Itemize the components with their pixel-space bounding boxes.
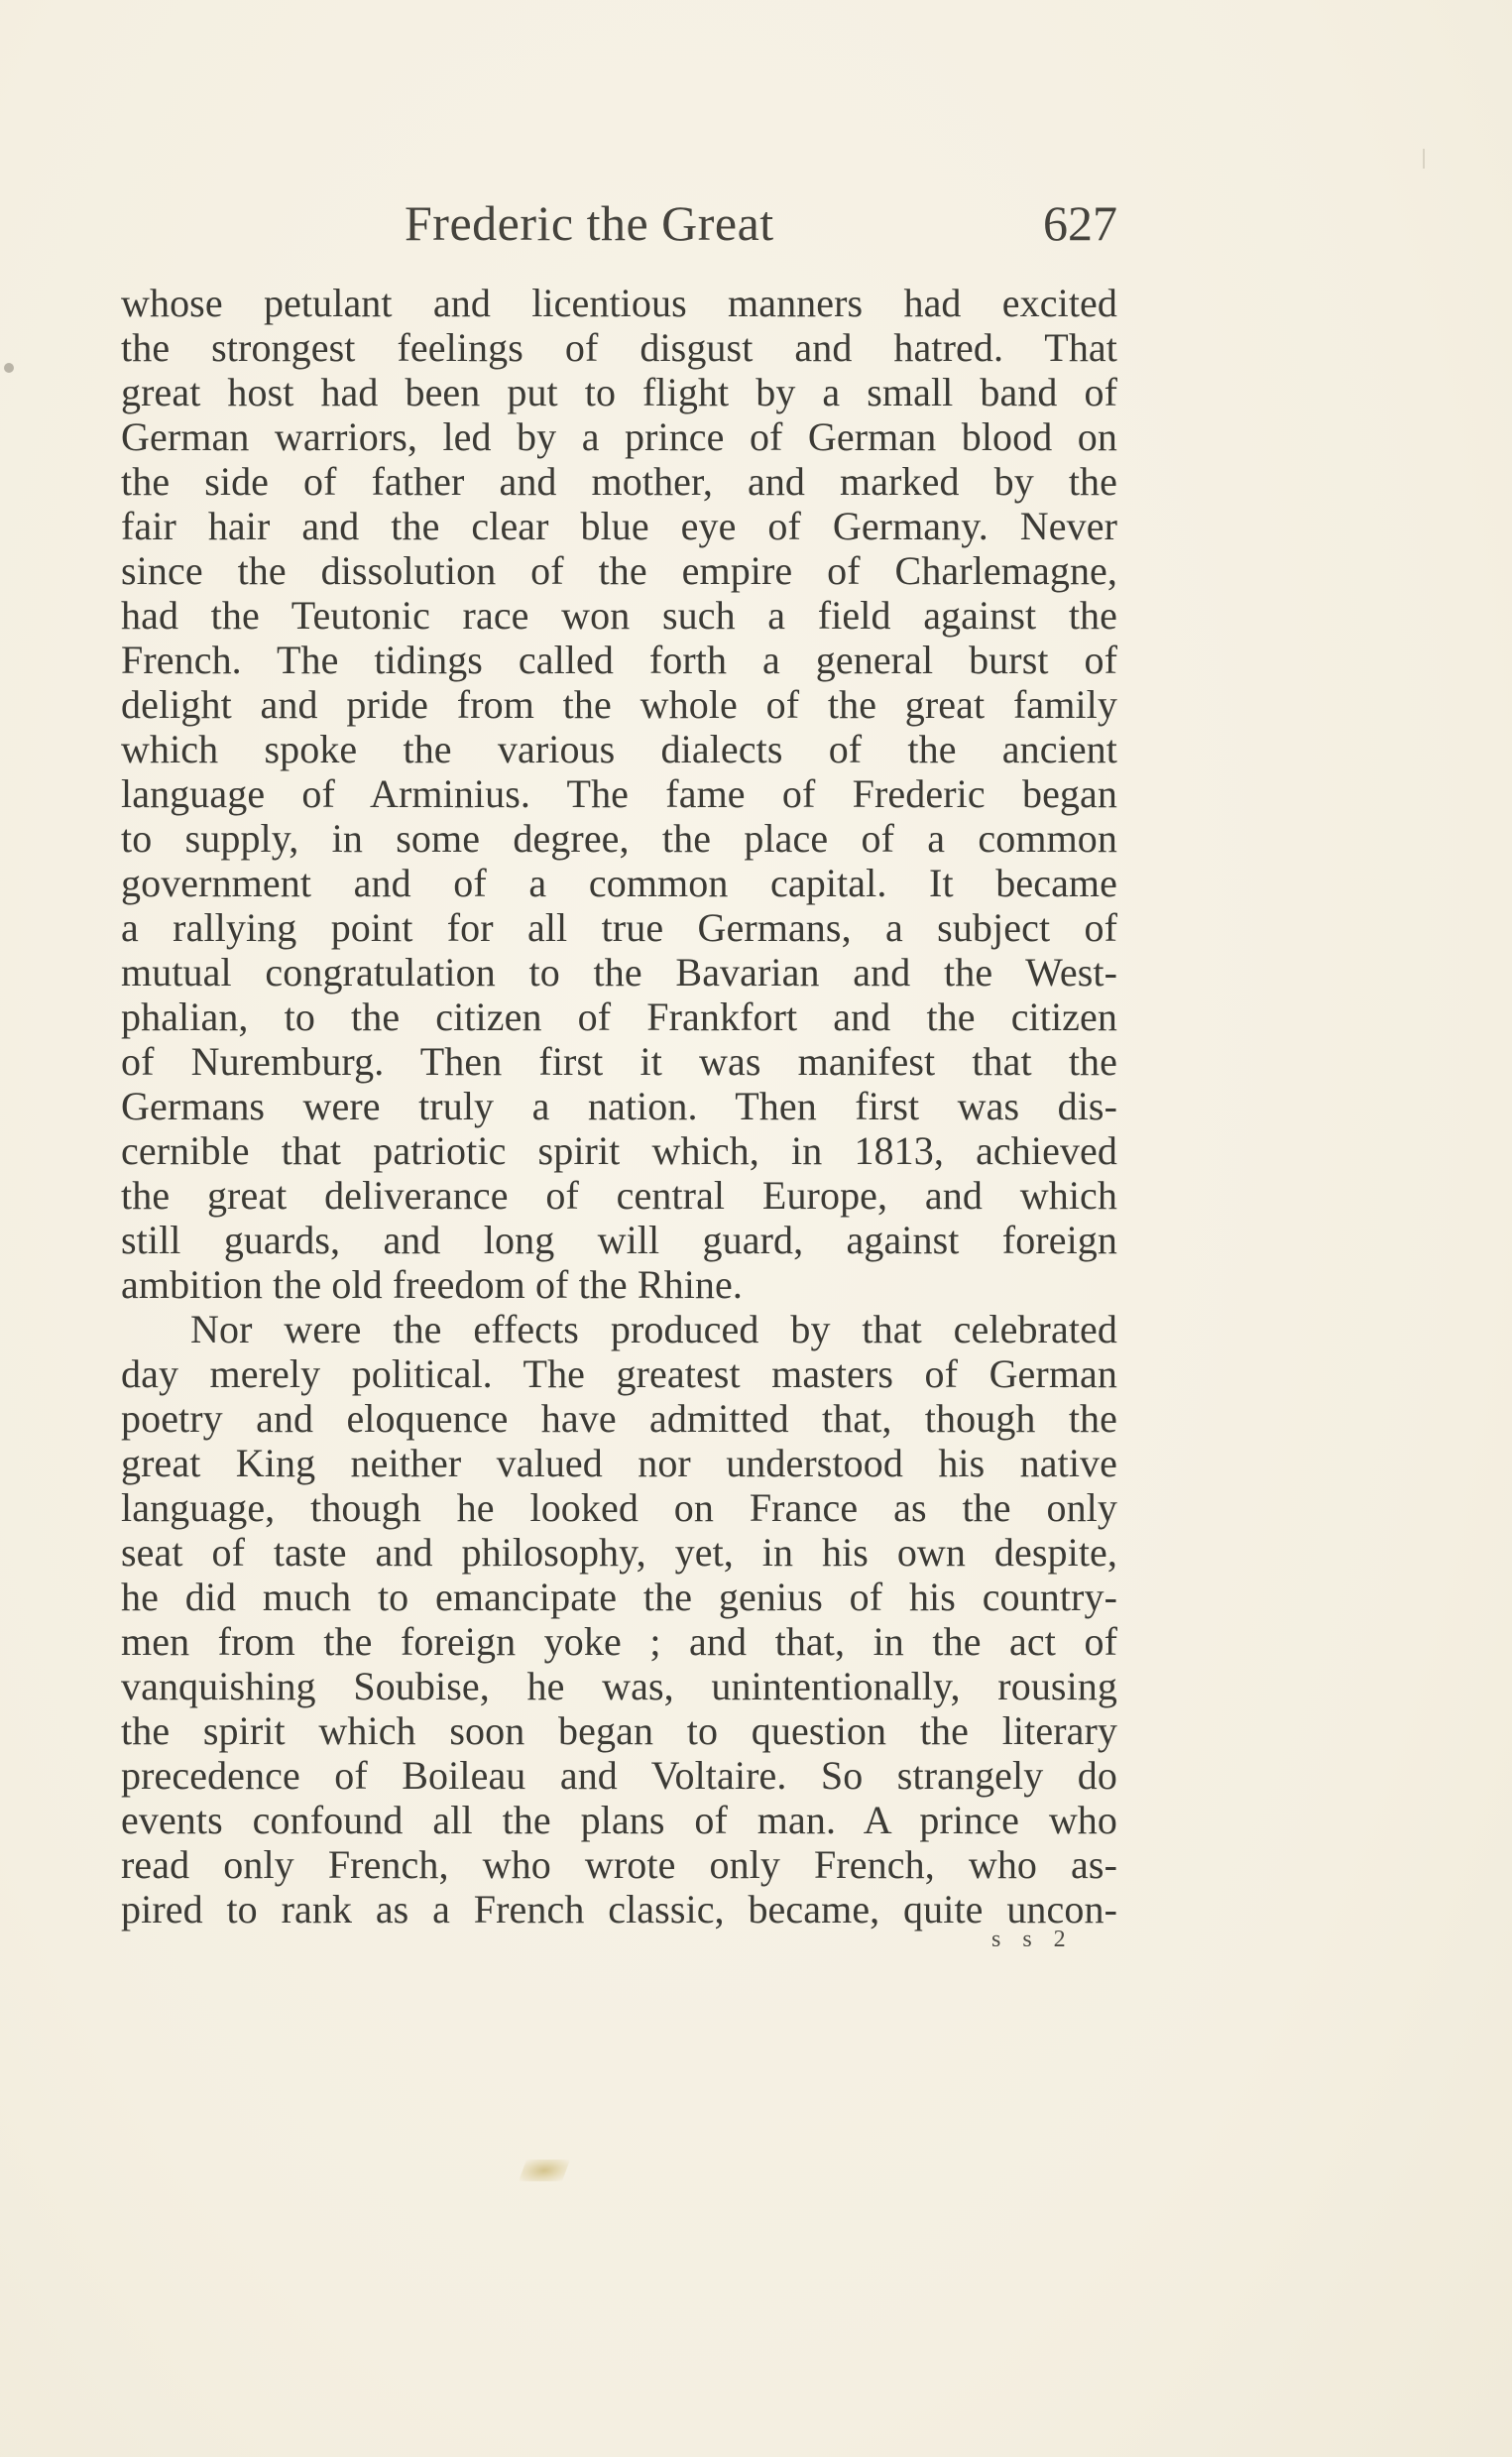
text-line: vanquishing Soubise, he was, unintentionally, rousing [121,1664,1117,1708]
text-line: language of Arminius. The fame of Frederic began [121,771,1117,816]
text-line: read only French, who wrote only French, who as- [121,1842,1117,1887]
text-line: German warriors, led by a prince of German blood on [121,414,1117,459]
text-line: whose petulant and licentious manners had excited [121,281,1117,325]
foxing-stain [519,2160,570,2181]
text-line: of Nuremburg. Then first it was manifest that the [121,1039,1117,1084]
text-line: cernible that patriotic spirit which, in 1813, achieved [121,1128,1117,1173]
signature-mark: s s 2 [991,1927,1074,1952]
paper-mark [1423,149,1425,169]
text-line: delight and pride from the whole of the great family [121,682,1117,727]
text-line: poetry and eloquence have admitted that, though the [121,1396,1117,1441]
running-title: Frederic the Great [405,195,774,251]
text-line: the side of father and mother, and marked by the [121,459,1117,504]
text-line-paragraph-start: Nor were the effects produced by that celebrated [190,1307,1117,1351]
text-line: French. The tidings called forth a general burst of [121,638,1117,682]
text-line: he did much to emancipate the genius of his country- [121,1575,1117,1619]
text-line: great King neither valued nor understood his native [121,1441,1117,1485]
text-line: seat of taste and philosophy, yet, in his own despite, [121,1530,1117,1575]
text-line: to supply, in some degree, the place of a common [121,816,1117,861]
text-line: phalian, to the citizen of Frankfort and the citizen [121,994,1117,1039]
text-line: a rallying point for all true Germans, a subject of [121,905,1117,950]
text-line-paragraph-end: ambition the old freedom of the Rhine. [121,1262,743,1307]
text-line: language, though he looked on France as the only [121,1485,1117,1530]
text-line: mutual congratulation to the Bavarian and the West- [121,950,1117,994]
text-line: the spirit which soon began to question the literary [121,1708,1117,1753]
text-line: great host had been put to flight by a small band of [121,370,1117,414]
page-number: 627 [1043,195,1117,251]
text-line: events confound all the plans of man. A prince who [121,1798,1117,1842]
text-line: pired to rank as a French classic, became, quite uncon- [121,1887,1117,1931]
text-line: which spoke the various dialects of the ancient [121,727,1117,771]
body-text [121,281,1117,1931]
text-line: precedence of Boileau and Voltaire. So strangely do [121,1753,1117,1798]
text-line: the great deliverance of central Europe, and which [121,1173,1117,1218]
text-line: fair hair and the clear blue eye of Germany. Never [121,504,1117,548]
text-line: Germans were truly a nation. Then first was dis- [121,1084,1117,1128]
text-line: the strongest feelings of disgust and hatred. That [121,325,1117,370]
ink-speck [4,363,14,373]
text-line: still guards, and long will guard, against foreign [121,1218,1117,1262]
text-line: government and of a common capital. It became [121,861,1117,905]
text-line: had the Teutonic race won such a field against the [121,593,1117,638]
text-line: men from the foreign yoke ; and that, in the act of [121,1619,1117,1664]
running-head [121,186,1117,256]
text-line: day merely political. The greatest masters of German [121,1351,1117,1396]
text-line: since the dissolution of the empire of Charlemagne, [121,548,1117,593]
